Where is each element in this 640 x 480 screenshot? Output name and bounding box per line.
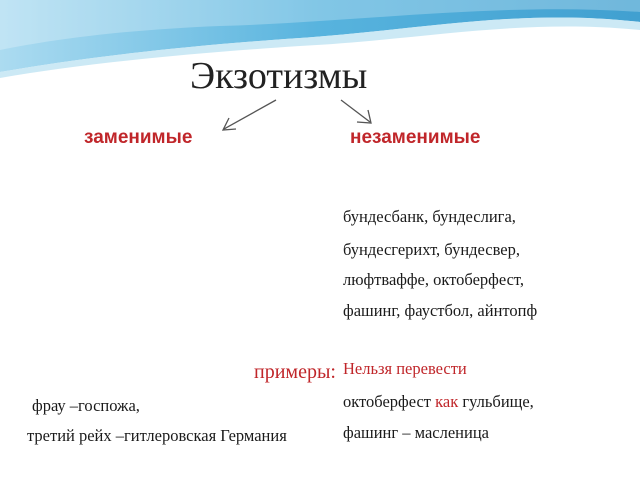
example-irreplaceable-2: фашинг – масленица (343, 423, 489, 442)
example-replaceable-1: фрау –госпожа, (32, 396, 140, 415)
irreplaceable-words-line: люфтваффе, октоберфест, (343, 270, 525, 289)
comparison-word: как (435, 392, 459, 411)
example-replaceable-2: третий рейх –гитлеровская Германия (27, 426, 287, 445)
untranslatable-note: Нельзя перевести (343, 359, 467, 378)
example-word: октоберфест (343, 392, 432, 411)
examples-label: примеры: (254, 361, 336, 383)
category-irreplaceable: незаменимые (350, 127, 481, 148)
category-replaceable: заменимые (84, 127, 193, 148)
arrow-right-icon (341, 100, 371, 123)
irreplaceable-words-line: фашинг, фаустбол, айнтопф (343, 301, 538, 320)
example-irreplaceable-1 (343, 392, 534, 412)
irreplaceable-words-line: бундесбанк, бундеслига, (343, 207, 516, 226)
irreplaceable-words-line: бундесгерихт, бундесвер, (343, 240, 521, 259)
example-translation: гульбище, (462, 392, 534, 411)
arrow-left-icon (223, 100, 276, 130)
diagram-title: Экзотизмы (190, 55, 368, 97)
